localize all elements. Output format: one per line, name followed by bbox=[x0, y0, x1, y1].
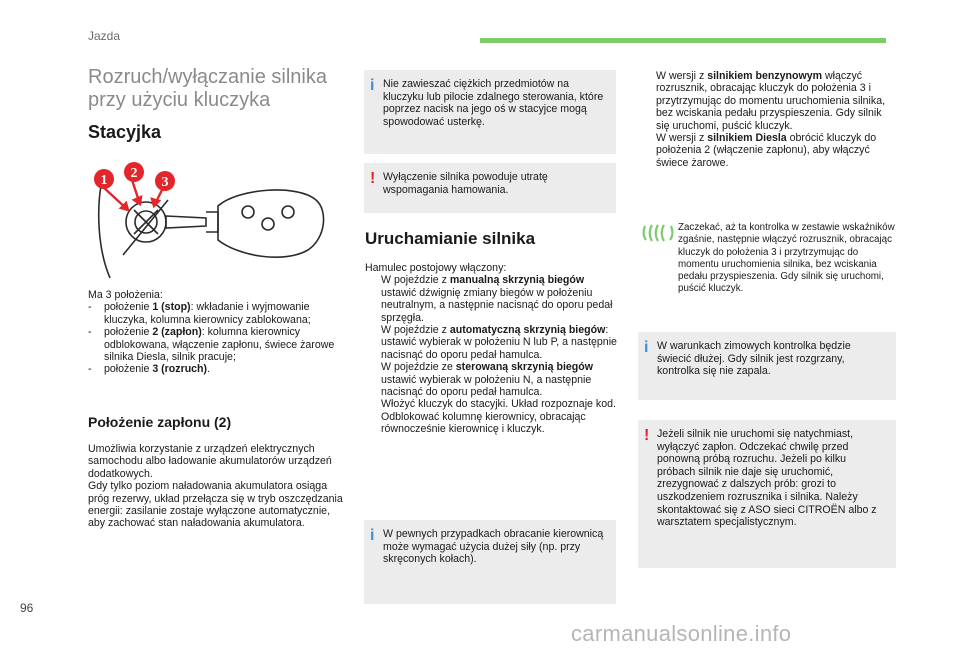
heading-stacyjka: Stacyjka bbox=[88, 122, 162, 142]
heading-uruchamianie: Uruchamianie silnika bbox=[365, 229, 536, 248]
warning-note-start-failure: ! Jeżeli silnik nie uruchomi się natychmiast, wyłączyć zapłon. Odczekać chwilę przed ponowną próbą rozruchu. Jeżeli po kilku próbach silnik nie daje się uruchomić, zrezygnować z dalszych prób: grozi to uszkodzeniem rozrusznika i silnika. Należy skontaktować się z ASO sieci CITROËN albo z warsztatem specjalistycznym. bbox=[638, 420, 896, 568]
list-item: Włożyć kluczyk do stacyjki. Układ rozpoznaje kod. bbox=[381, 398, 616, 411]
list-item: - położenie 1 (stop): wkładanie i wyjmowanie kluczyka, kolumna kierownicy zablokowana; bbox=[88, 301, 311, 326]
callout-2: 2 bbox=[130, 166, 138, 181]
positions-list bbox=[88, 301, 350, 375]
page-title: Rozruch/wyłączanie silnika przy użyciu kluczyka bbox=[88, 66, 327, 111]
start-steps bbox=[365, 274, 617, 435]
info-icon: i bbox=[644, 339, 649, 356]
callout-3: 3 bbox=[161, 175, 169, 190]
engine-version-steps bbox=[640, 70, 896, 169]
list-item: W wersji z silnikiem benzynowym włączyć rozrusznik, obracając kluczyk do położenia 3 i przytrzymując do momentu uruchomienia silnika, bez wciskania pedału przyspieszenia. Gdy silnik się uruchomi, puścić kluczyk. bbox=[656, 70, 886, 132]
page-number: 96 bbox=[20, 601, 34, 615]
info-note-steering-force: i W pewnych przypadkach obracanie kierownicą może wymagać użycia dużej siły (np. przy skręconych kołach). bbox=[364, 520, 616, 604]
list-item: - położenie 3 (rozruch). bbox=[88, 363, 211, 376]
callout-1: 1 bbox=[100, 173, 108, 188]
polozenie-text: Umożliwia korzystanie z urządzeń elektrycznych samochodu albo ładowanie akumulatorów urządzeń dodatkowych. Gdy tylko poziom naładowania akumulatora osiąga próg rezerwy, układ przełącza się w tryb oszczędzania energii: zasilanie zostaje wyłączone automatycznie, aby zachować stan naładowania akumulatora. bbox=[88, 443, 343, 530]
list-item: W pojeździe z manualną skrzynią biegów ustawić dźwignię zmiany biegów w położeniu neutralnym, a następnie nacisnąć do oporu pedał sprzęgła. bbox=[381, 274, 613, 324]
info-icon: i bbox=[370, 527, 375, 544]
info-icon: i bbox=[370, 77, 375, 94]
info-note-key-weight: i Nie zawieszać ciężkich przedmiotów na kluczyku lub pilocie zdalnego sterowania, które poprzez nacisk na jego oś w stacyjce mogą spowodować usterkę. bbox=[364, 70, 616, 154]
warning-note-brake-assist: ! Wyłączenie silnika powoduje utratę wspomagania hamowania. bbox=[364, 163, 616, 213]
positions-block bbox=[88, 289, 350, 376]
section-accent-bar bbox=[480, 38, 886, 43]
list-item: Odblokować kolumnę kierownicy, obracając równocześnie kierownicę i kluczyk. bbox=[381, 410, 586, 436]
glow-plug-icon bbox=[642, 222, 674, 244]
watermark: carmanualsonline.info bbox=[571, 621, 792, 646]
warning-icon: ! bbox=[644, 427, 650, 444]
glow-plug-note: Zaczekać, aż ta kontrolka w zestawie wskaźników zgaśnie, następnie włączyć rozrusznik, obracając kluczyk do położenia 3 i przytrzymując do momentu uruchomienia silnika, bez wciskania pedału przyspieszenia. Gdy silnik się uruchomi, puścić kluczyk. bbox=[678, 222, 895, 295]
heading-polozenie-zaplonu: Położenie zapłonu (2) bbox=[88, 414, 232, 430]
list-item: W wersji z silnikiem Diesla obrócić kluczyk do położenia 2 (włączenie zapłonu), aby włączyć świece żarowe. bbox=[656, 132, 877, 169]
list-item: W pojeździe z automatyczną skrzynią biegów: ustawić wybierak w położeniu N lub P, a następnie nacisnąć do oporu pedał hamulca. bbox=[381, 324, 617, 361]
list-item: W pojeździe ze sterowaną skrzynią biegów ustawić wybierak w położeniu N, a następnie nacisnąć do oporu pedał hamulca. bbox=[381, 361, 593, 399]
start-procedure: Hamulec postojowy włączony: W pojeździe z manualną skrzynią biegów ustawić dźwignię zmiany biegów w położeniu neutralnym, a następnie nacisnąć do oporu pedał sprzęgła. W pojeździe z automatyczną skrzynią biegów: ustawić wybierak w położeniu N lub P, a następnie nacisnąć do oporu pedał hamulca. W pojeździe ze sterowaną skrzynią biegów ustawić wybierak w położeniu N, a następnie nacisnąć do oporu pedał hamulca. Włożyć kluczyk do stacyjki. Układ rozpoznaje kod. Odblokować kolumnę kierownicy, obracając równocześnie kierownicę i kluczyk. bbox=[365, 262, 617, 436]
section-label: Jazda bbox=[88, 29, 121, 43]
list-item: - położenie 2 (zapłon): kolumna kierownicy odblokowana, włączenie zapłonu, świece żarowe silnika Diesla, silnik pracuje; bbox=[88, 326, 335, 364]
info-note-winter: i W warunkach zimowych kontrolka będzie świecić dłużej. Gdy silnik jest rozgrzany, kontrolka się nie zapala. bbox=[638, 332, 896, 400]
positions-intro: Ma 3 położenia: bbox=[88, 289, 163, 301]
warning-icon: ! bbox=[370, 170, 376, 187]
ignition-key-illustration bbox=[88, 160, 353, 280]
